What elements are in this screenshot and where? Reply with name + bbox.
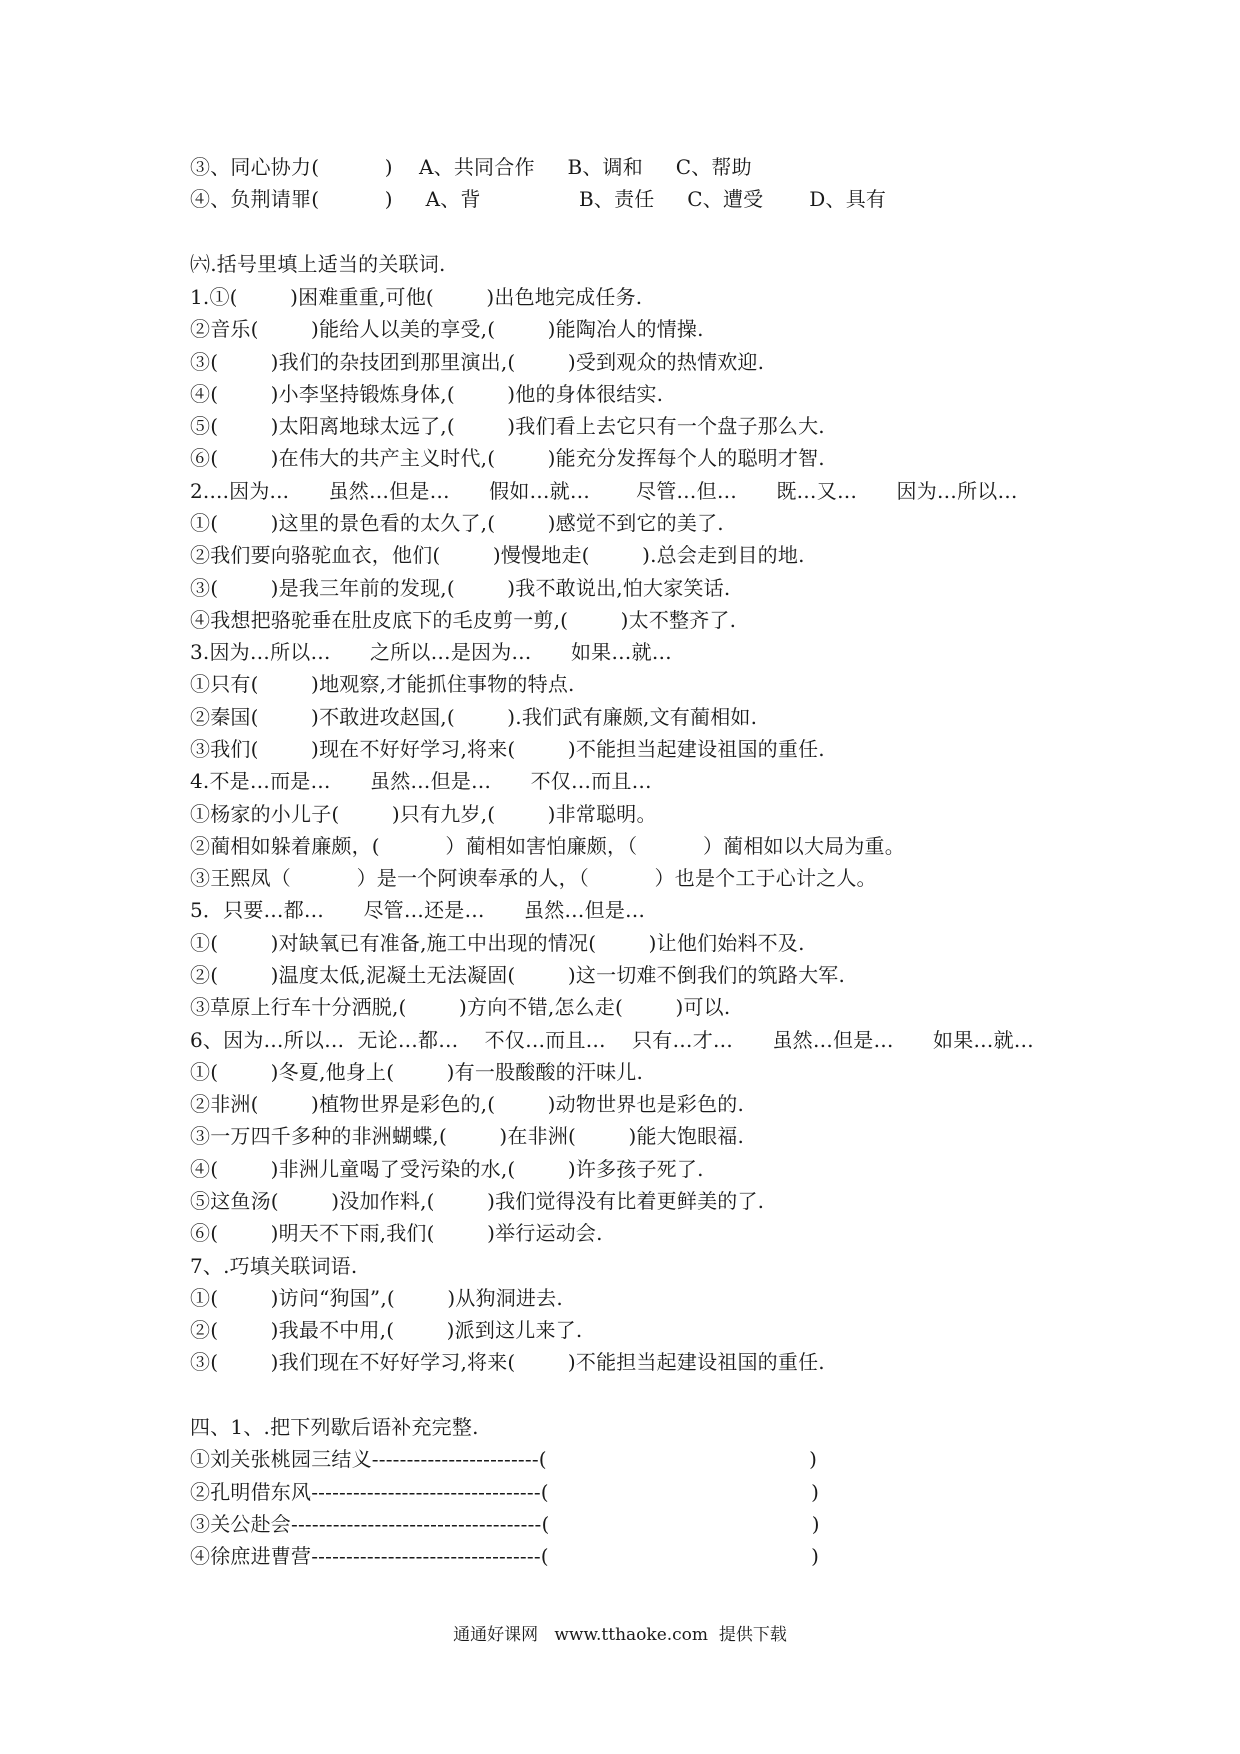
- text-line: ②( )我最不中用,( )派到这儿来了.: [190, 1318, 583, 1342]
- word-bank-line: 5．只要…都… 尽管…还是… 虽然…但是…: [190, 898, 646, 922]
- text-line: ①( )冬夏,他身上( )有一股酸酸的汗味儿.: [190, 1060, 644, 1084]
- text-line: ⑤这鱼汤( )没加作料,( )我们觉得没有比着更鲜美的了.: [190, 1189, 765, 1213]
- text-line: ①杨家的小儿子( )只有九岁,( )非常聪明。: [190, 802, 657, 826]
- text-line: ③我们( )现在不好好学习,将来( )不能担当起建设祖国的重任.: [190, 737, 825, 761]
- section-heading: 7、.巧填关联词语.: [190, 1254, 358, 1278]
- section-heading: ㈥.括号里填上适当的关联词.: [190, 252, 446, 276]
- word-bank-line: 3.因为…所以… 之所以…是因为… 如果…就…: [190, 640, 672, 664]
- text-line: ①刘关张桃园三结义------------------------( ): [190, 1447, 818, 1471]
- text-line: ②( )温度太低,泥凝土无法凝固( )这一切难不倒我们的筑路大军.: [190, 963, 846, 987]
- text-line: ③( )是我三年前的发现,( )我不敢说出,怕大家笑话.: [190, 576, 731, 600]
- text-line: ⑤( )太阳离地球太远了,( )我们看上去它只有一个盘子那么大.: [190, 414, 825, 438]
- text-line: ③草原上行车十分洒脱,( )方向不错,怎么走( )可以.: [190, 995, 731, 1019]
- text-line: ④( )小李坚持锻炼身体,( )他的身体很结实.: [190, 382, 664, 406]
- text-line: ①( )这里的景色看的太久了,( )感觉不到它的美了.: [190, 511, 724, 535]
- section-heading: 四、1、.把下列歇后语补充完整.: [190, 1415, 479, 1439]
- word-bank-line: 4.不是…而是… 虽然…但是… 不仅…而且…: [190, 769, 652, 793]
- word-bank-line: 6、因为…所以… 无论…都… 不仅…而且… 只有…才… 虽然…但是… 如果…就…: [190, 1028, 1034, 1052]
- text-line: ②我们要向骆驼血衣，他们( )慢慢地走( ).总会走到目的地.: [190, 543, 805, 567]
- word-bank-line: 2....因为... 虽然…但是… 假如…就… 尽管…但… 既…又… 因为…所以…: [190, 479, 1018, 503]
- text-line: ②蔺相如躲着廉颇，( ）蔺相如害怕廉颇，（ ）蔺相如以大局为重。: [190, 834, 905, 858]
- text-line: ③、同心协力( ) A、共同合作 B、调和 C、帮助: [190, 155, 752, 179]
- text-line: ④徐庶进曹营---------------------------------( ): [190, 1544, 820, 1568]
- text-line: ⑥( )明天不下雨,我们( )举行运动会.: [190, 1221, 603, 1245]
- text-line: ④、负荆请罪( ) A、背 B、责任 C、遭受 D、具有: [190, 187, 887, 211]
- text-line: ③关公赴会------------------------------------( ): [190, 1512, 820, 1536]
- text-line: ⑥( )在伟大的共产主义时代,( )能充分发挥每个人的聪明才智.: [190, 446, 825, 470]
- text-line: ②音乐( )能给人以美的享受,( )能陶冶人的情操.: [190, 317, 704, 341]
- text-line: ④我想把骆驼垂在肚皮底下的毛皮剪一剪,( )太不整齐了.: [190, 608, 737, 632]
- text-line: 1.①( )困难重重,可他( )出色地完成任务.: [190, 285, 643, 309]
- text-line: ③( )我们的杂技团到那里演出,( )受到观众的热情欢迎.: [190, 350, 765, 374]
- text-line: ②秦国( )不敢进攻赵国,( ).我们武有廉颇,文有蔺相如.: [190, 705, 758, 729]
- text-line: ③王熙凤（ ）是一个阿谀奉承的人，（ ）也是个工于心计之人。: [190, 866, 877, 890]
- page-footer: 通通好课网 www.tthaoke.com 提供下载: [453, 1625, 787, 1645]
- text-line: ①( )访问“狗国”,( )从狗洞进去.: [190, 1286, 563, 1310]
- text-line: ④( )非洲儿童喝了受污染的水,( )许多孩子死了.: [190, 1157, 704, 1181]
- text-line: ②孔明借东风---------------------------------( ): [190, 1480, 820, 1504]
- text-line: ①只有( )地观察,才能抓住事物的特点.: [190, 672, 575, 696]
- text-line: ③( )我们现在不好好学习,将来( )不能担当起建设祖国的重任.: [190, 1350, 825, 1374]
- text-line: ②非洲( )植物世界是彩色的,( )动物世界也是彩色的.: [190, 1092, 745, 1116]
- text-line: ③一万四千多种的非洲蝴蝶,( )在非洲( )能大饱眼福.: [190, 1124, 745, 1148]
- text-line: ①( )对缺氧已有准备,施工中出现的情况( )让他们始料不及.: [190, 931, 805, 955]
